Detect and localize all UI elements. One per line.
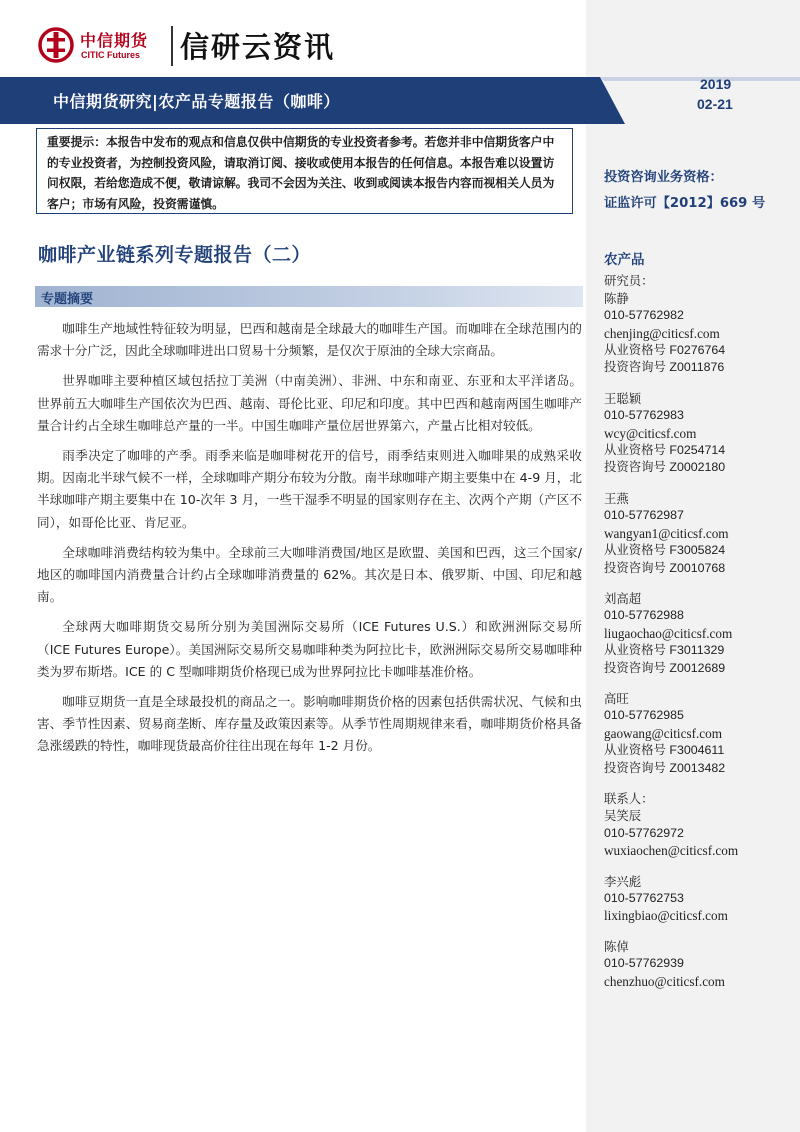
- researcher-license: 从业资格号 F3011329: [604, 643, 725, 658]
- contact-phone: 010-57762753: [604, 891, 684, 905]
- researcher-name: 陈静: [604, 290, 629, 306]
- contact-email[interactable]: lixingbiao@citicsf.com: [604, 908, 728, 924]
- contact-name: 吴笑辰: [604, 808, 642, 824]
- researcher-label: 研究员：: [604, 273, 654, 289]
- researcher-email[interactable]: chenjing@citicsf.com: [604, 325, 720, 341]
- logo-divider: [171, 26, 173, 66]
- company-name-en: CITIC Futures: [81, 50, 141, 60]
- researcher-phone: 010-57762985: [604, 708, 684, 723]
- researcher-email[interactable]: gaowang@citicsf.com: [604, 725, 722, 741]
- summary-body: [37, 318, 582, 766]
- researcher-email[interactable]: wangyan1@citicsf.com: [604, 525, 729, 541]
- summary-paragraph: 全球咖啡消费结构较为集中。全球前三大咖啡消费国/地区是欧盟、美国和巴西，这三个国家/地区的咖啡国内消费量合计约占全球咖啡消费量的 62%。其次是日本、俄罗斯、中国、印尼和越南。: [37, 544, 582, 605]
- researcher-name: 王燕: [604, 490, 629, 506]
- researcher-name: 王聪颖: [604, 390, 642, 406]
- researcher-card: [604, 290, 794, 377]
- researcher-license: 从业资格号 F3004611: [604, 743, 725, 758]
- summary-paragraph: 咖啡豆期货一直是全球最投机的商品之一。影响咖啡期货价格的因素包括供需状况、气候和虫害、季节性因素、贸易商垄断、库存量及政策因素等。从季节性周期规律来看，咖啡期货价格具备急涨缓跌的特性，咖啡现货最高价往往出现在每年 1-2 月份。: [37, 694, 582, 754]
- researcher-consult-id: 投资咨询号 Z0010768: [604, 560, 726, 575]
- researcher-card: [604, 390, 794, 477]
- contact-card: [604, 873, 794, 925]
- qualification-label: 投资咨询业务资格：: [604, 170, 723, 185]
- researcher-email[interactable]: wcy@citicsf.com: [604, 425, 697, 441]
- researcher-license: 从业资格号 F3005824: [604, 543, 726, 558]
- section-header: [35, 286, 583, 307]
- contact-email[interactable]: chenzhuo@citicsf.com: [604, 973, 725, 989]
- disclaimer-notice: 重要提示：本报告中发布的观点和信息仅供中信期货的专业投资者参考。若您并非中信期货客户中的专业投资者，为控制投资风险，请取消订阅、接收或使用本报告的任何信息。本报告难以设置访问权限，若给您造成不便，敬请谅解。我司不会因为关注、收到或阅读本报告内容而视相关人员为客户；市场有风险，投资需谨慎。: [36, 128, 573, 214]
- researcher-card: [604, 590, 794, 677]
- researcher-phone: 010-57762982: [604, 308, 684, 323]
- contacts-sidebar: [604, 252, 794, 1003]
- report-date-month-day: 02-21: [697, 96, 733, 112]
- brand-logo: [38, 24, 378, 68]
- summary-paragraph: 雨季决定了咖啡的产季。雨季来临是咖啡树花开的信号，雨季结束则进入咖啡果的成熟采收期。因南北半球气候不一样，全球咖啡产期分布较为分散。南半球咖啡产期主要集中在 4-9 月，北半球咖啡产期主要集中在 10-次年 3 月，一些干湿季不明显的国家则存在主、次两个产期（产区不同），如哥伦比亚、肯尼亚。: [37, 448, 582, 530]
- summary-paragraph: 全球两大咖啡期货交易所分别为美国洲际交易所（ICE Futures U.S.）和欧洲洲际交易所（ICE Futures Europe）。美国洲际交易所交易咖啡种类为阿拉比卡，欧洲洲际交易所交易咖啡种类为罗布斯塔。ICE 的 C 型咖啡期货价格现已成为世界阿拉比卡咖啡基准价格。: [37, 619, 582, 679]
- summary-paragraph: 世界咖啡主要种植区域包括拉丁美洲（中南美洲）、非洲、中东和南亚、东亚和太平洋诸岛。世界前五大咖啡生产国依次为巴西、越南、哥伦比亚、印尼和印度。其中巴西和越南两国生咖啡产量合计约占全球生咖啡总产量的一半。中国生咖啡产量位居世界第六，产量占比相对较低。: [37, 373, 582, 433]
- section-label: 专题摘要: [41, 292, 94, 307]
- researcher-consult-id: 投资咨询号 Z0012689: [604, 660, 726, 675]
- researcher-consult-id: 投资咨询号 Z0011876: [604, 360, 725, 375]
- researcher-name: 高旺: [604, 690, 629, 706]
- contact-name: 陈倬: [604, 938, 629, 954]
- contact-email[interactable]: wuxiaochen@citicsf.com: [604, 843, 739, 859]
- summary-paragraph: 咖啡生产地域性特征较为明显，巴西和越南是全球最大的咖啡生产国。而咖啡在全球范围内的需求十分广泛，因此全球咖啡进出口贸易十分频繁，是仅次于原油的全球大宗商品。: [37, 321, 582, 359]
- researcher-phone: 010-57762987: [604, 508, 684, 523]
- researcher-phone: 010-57762988: [604, 608, 684, 623]
- contact-name: 李兴彪: [604, 873, 642, 889]
- researcher-email[interactable]: liugaochao@citicsf.com: [604, 625, 733, 641]
- citic-logo-icon: [38, 27, 74, 63]
- contact-phone: 010-57762939: [604, 956, 684, 971]
- researcher-card: [604, 690, 794, 777]
- qualification-block: [604, 165, 765, 217]
- researcher-phone: 010-57762983: [604, 408, 684, 423]
- contact-card: [604, 938, 794, 990]
- researcher-license: 从业资格号 F0254714: [604, 443, 726, 458]
- researcher-consult-id: 投资咨询号 Z0013482: [604, 760, 726, 775]
- report-title: 咖啡产业链系列专题报告（二）: [38, 244, 312, 266]
- contact-phone: 010-57762972: [604, 825, 684, 840]
- header-title: 中信期货研究|农产品专题报告（咖啡）: [53, 92, 340, 111]
- contacts-section-title: 农产品: [604, 252, 645, 268]
- brand-title: 信研云资讯: [180, 30, 336, 64]
- company-name-cn: 中信期货: [80, 31, 149, 50]
- researcher-card: [604, 490, 794, 577]
- researcher-consult-id: 投资咨询号 Z0002180: [604, 460, 726, 475]
- researcher-name: 刘高超: [604, 590, 642, 606]
- qualification-license: 证监许可【2012】669 号: [604, 196, 766, 211]
- contact-card: [604, 807, 794, 859]
- researcher-license: 从业资格号 F0276764: [604, 343, 726, 358]
- contact-label: 联系人：: [604, 790, 654, 806]
- report-date-year: 2019: [700, 76, 732, 92]
